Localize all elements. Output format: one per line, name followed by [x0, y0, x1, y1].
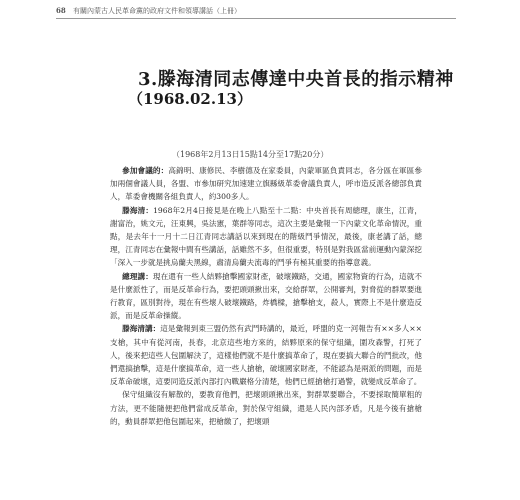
paragraph	[110, 204, 422, 270]
paragraph	[110, 388, 422, 428]
paragraph-text: 這是彙報到東三盟仍然有武鬥時講的，最近，呼盟的克一河報告有××多人××支槍，其中有從河南，長春，北京這些地方來的，結夥原來的保守組織，圍攻森警，打死了人，後來把這些人包圍解決了，這樣他們就不是什麼搞革命了，現在要搞大聯合的鬥批改，他們還搞搶擊，這是什麼搞革命，這一些人搶槍，破壞國家財產，不能認為是兩派的問題，而是反革命破壞，這要同造反派內部打內戰嚴格分清楚，他們已經搶槍打過警，就變成反革命了。	[110, 324, 422, 387]
paragraph-text: 保守組織沒有解散的，要教育他們，把壞頭頭揪出來，對群眾要聯合，不要採取簡單粗的方法，更不能隨便把他們當成反革命，對於保守組織，還是人民內部矛盾，凡是今後有搶槍的，動員群眾把他包圍起來，把槍繳了，把壞頭	[110, 390, 422, 426]
speaker-label: 滕海清：	[122, 205, 154, 215]
meeting-time-note: （1968年2月13日15點14分至17點20分）	[172, 150, 329, 159]
body-text	[110, 164, 422, 428]
paragraph	[110, 270, 422, 323]
paragraph-text: 現在還有一些人結夥搶擊國家財產，破壞鐵路，交通，國家物資的行為，這就不是什麼派性了，而是反革命行為，要把頭頭揪出來，交給群眾，公開審判，對脅從的群眾要進行教育，區別對待，現在有些壞人破壞鐵路，炸橋樑，搶擊槍支，殺人，實際上不是什麼造反派，而是反革命操縱。	[110, 271, 422, 321]
section-title: 3.滕海清同志傳達中央首長的指示精神	[138, 69, 454, 90]
page-number: 68	[56, 6, 66, 15]
section-date: （1968.02.13）	[128, 90, 252, 108]
paragraph-text: 高錦明、康修民、李樹德及在家委員，內蒙軍區負責同志，各分區在軍區參加兩個會議人員，各盟、市參加研究加速建立旗縣級革委會議負責人，呼市造反派各總部負責人，革委會機關各組負責人，約300多人。	[110, 166, 423, 202]
paragraph-text: 1968年2月4日接見是在晚上八點至十二點：中央首長有周總理，康生，江青，謝富治，姚文元，汪東興，吳法憲，葉群等同志，這次主要是彙報一下內蒙文化革命情況，重點，是去年十一月十二日江青同志講話以來到現在的階級鬥爭情況，最後，康老講了話，總理，江青同志在彙報中間有些講話，話雖然不多，但很重要，特別是對我區當前運動內蒙深挖「深入一步就是挑烏蘭夫黑線，肅清烏蘭夫流毒的鬥爭有極其重要的指導意義。	[110, 205, 422, 268]
paragraph	[110, 322, 422, 388]
speaker-label: 總理講：	[122, 271, 153, 281]
speaker-label: 參加會議的：	[122, 166, 169, 175]
running-title: 有關內蒙古人民革命黨的政府文件和領導講話（上冊）	[72, 7, 241, 15]
running-header	[56, 6, 456, 19]
paragraph	[110, 164, 422, 204]
speaker-label: 滕海清講：	[122, 324, 161, 334]
